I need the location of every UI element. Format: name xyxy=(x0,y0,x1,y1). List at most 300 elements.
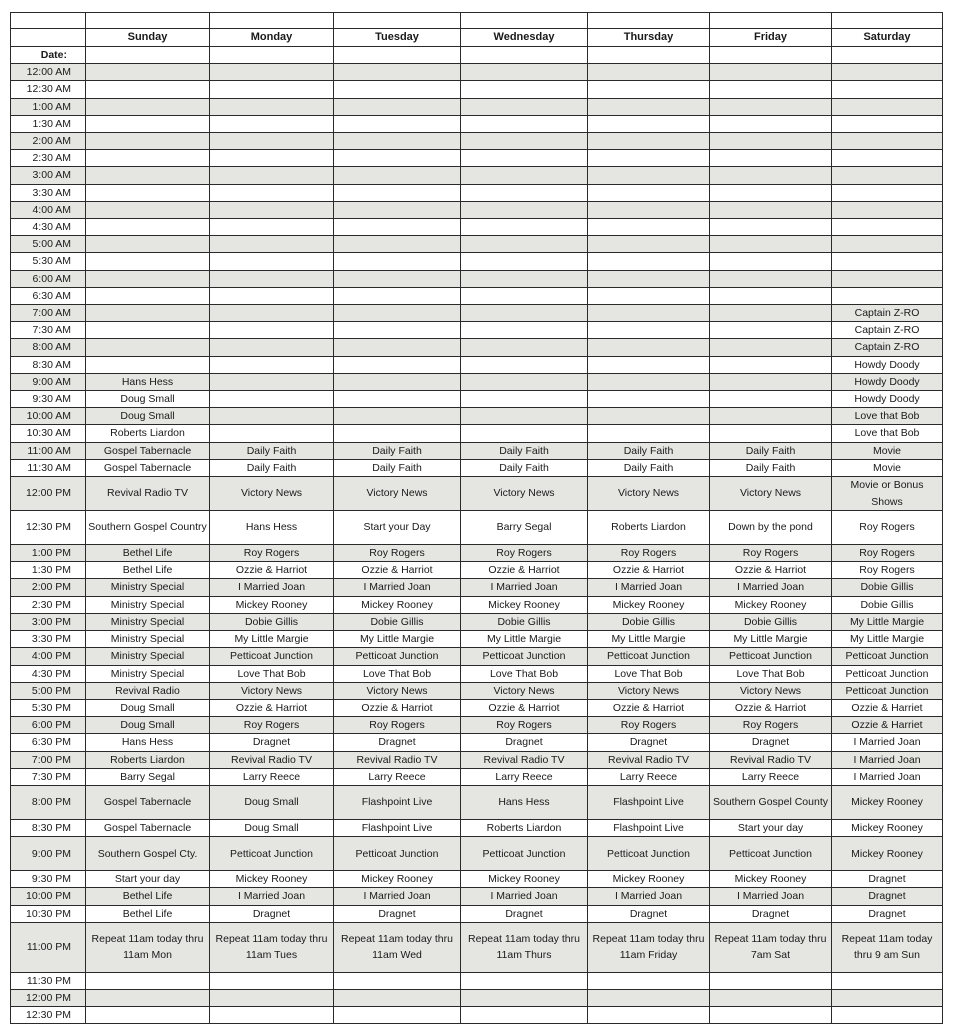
program-cell: I Married Joan xyxy=(210,888,334,905)
time-label: 1:30 PM xyxy=(11,562,86,579)
program-cell: Dobie Gillis xyxy=(832,596,943,613)
program-cell xyxy=(86,133,210,150)
program-cell: Petticoat Junction xyxy=(832,682,943,699)
program-cell xyxy=(334,287,461,304)
time-slot-row xyxy=(11,167,943,184)
program-cell xyxy=(461,373,588,390)
program-cell xyxy=(210,167,334,184)
time-label: 2:00 AM xyxy=(11,133,86,150)
program-cell xyxy=(461,133,588,150)
program-cell: Love That Bob xyxy=(334,665,461,682)
program-cell: Mickey Rooney xyxy=(710,596,832,613)
program-cell: Mickey Rooney xyxy=(461,596,588,613)
program-cell: Howdy Doody xyxy=(832,391,943,408)
program-cell xyxy=(588,287,710,304)
program-cell: Flashpoint Live xyxy=(588,819,710,836)
program-cell xyxy=(334,339,461,356)
time-slot-row xyxy=(11,819,943,836)
program-cell: Start your Day xyxy=(334,511,461,545)
program-cell xyxy=(210,115,334,132)
program-cell: Captain Z-RO xyxy=(832,339,943,356)
program-cell xyxy=(86,356,210,373)
time-slot-row xyxy=(11,236,943,253)
program-cell xyxy=(210,98,334,115)
program-cell xyxy=(588,115,710,132)
program-cell xyxy=(832,167,943,184)
program-cell xyxy=(588,81,710,98)
program-cell: Mickey Rooney xyxy=(210,596,334,613)
program-cell xyxy=(588,391,710,408)
program-cell: Revival Radio TV xyxy=(710,751,832,768)
time-label: 2:30 AM xyxy=(11,150,86,167)
time-label: 12:30 PM xyxy=(11,1007,86,1024)
program-cell xyxy=(832,150,943,167)
time-slot-row xyxy=(11,596,943,613)
program-cell xyxy=(588,972,710,989)
program-cell xyxy=(334,81,461,98)
program-cell: Roberts Liardon xyxy=(86,751,210,768)
program-cell xyxy=(710,253,832,270)
program-cell: Petticoat Junction xyxy=(832,665,943,682)
program-cell: I Married Joan xyxy=(832,751,943,768)
program-cell: Ozzie & Harriot xyxy=(210,562,334,579)
program-cell xyxy=(710,287,832,304)
date-cell xyxy=(461,47,588,64)
program-cell xyxy=(461,219,588,236)
program-cell: Daily Faith xyxy=(710,442,832,459)
program-cell xyxy=(710,305,832,322)
date-cell xyxy=(832,47,943,64)
program-cell xyxy=(334,219,461,236)
time-slot-row xyxy=(11,391,943,408)
program-cell: Dobie Gillis xyxy=(588,613,710,630)
program-cell: Repeat 11am today thru 9 am Sun xyxy=(832,922,943,972)
program-cell: Revival Radio TV xyxy=(588,751,710,768)
time-slot-row xyxy=(11,219,943,236)
time-label: 6:30 AM xyxy=(11,287,86,304)
weekly-schedule-table xyxy=(10,12,943,1024)
program-cell: Doug Small xyxy=(86,717,210,734)
program-cell xyxy=(832,236,943,253)
program-cell: Revival Radio TV xyxy=(461,751,588,768)
program-cell: Daily Faith xyxy=(334,459,461,476)
time-slot-row xyxy=(11,682,943,699)
program-cell: Daily Faith xyxy=(588,459,710,476)
program-cell xyxy=(334,167,461,184)
time-label: 6:00 PM xyxy=(11,717,86,734)
program-cell: Gospel Tabernacle xyxy=(86,459,210,476)
time-slot-row xyxy=(11,888,943,905)
program-cell: Roy Rogers xyxy=(461,717,588,734)
day-header: Tuesday xyxy=(334,29,461,47)
time-slot-row xyxy=(11,115,943,132)
program-cell: Mickey Rooney xyxy=(461,871,588,888)
program-cell: Petticoat Junction xyxy=(334,837,461,871)
time-label: 9:30 PM xyxy=(11,871,86,888)
program-cell xyxy=(461,391,588,408)
time-slot-row xyxy=(11,150,943,167)
program-cell xyxy=(832,98,943,115)
time-label: 12:00 PM xyxy=(11,477,86,511)
program-cell: Repeat 11am today thru 11am Wed xyxy=(334,922,461,972)
program-cell xyxy=(334,133,461,150)
program-cell xyxy=(210,64,334,81)
time-slot-row xyxy=(11,270,943,287)
program-cell: Petticoat Junction xyxy=(461,648,588,665)
program-cell: Repeat 11am today thru 7am Sat xyxy=(710,922,832,972)
program-cell xyxy=(710,64,832,81)
program-cell xyxy=(334,236,461,253)
program-cell: Petticoat Junction xyxy=(710,648,832,665)
program-cell: I Married Joan xyxy=(832,734,943,751)
program-cell: I Married Joan xyxy=(588,888,710,905)
program-cell xyxy=(334,270,461,287)
program-cell xyxy=(832,287,943,304)
program-cell: Hans Hess xyxy=(86,373,210,390)
program-cell xyxy=(210,408,334,425)
time-slot-row xyxy=(11,442,943,459)
program-cell: Larry Reece xyxy=(210,768,334,785)
program-cell xyxy=(461,322,588,339)
program-cell: I Married Joan xyxy=(461,579,588,596)
program-cell: Hans Hess xyxy=(210,511,334,545)
time-label: 7:30 PM xyxy=(11,768,86,785)
program-cell: Roy Rogers xyxy=(588,717,710,734)
program-cell xyxy=(210,150,334,167)
program-cell: Dragnet xyxy=(710,905,832,922)
program-cell: Dobie Gillis xyxy=(832,579,943,596)
program-cell: I Married Joan xyxy=(588,579,710,596)
program-cell: Ministry Special xyxy=(86,613,210,630)
time-label: 4:30 PM xyxy=(11,665,86,682)
day-header: Thursday xyxy=(588,29,710,47)
program-cell xyxy=(210,184,334,201)
program-cell xyxy=(334,408,461,425)
time-label: 12:30 PM xyxy=(11,511,86,545)
program-cell xyxy=(710,115,832,132)
program-cell: Doug Small xyxy=(210,785,334,819)
program-cell: Roy Rogers xyxy=(588,545,710,562)
time-label: 11:00 AM xyxy=(11,442,86,459)
program-cell xyxy=(86,81,210,98)
time-slot-row xyxy=(11,785,943,819)
program-cell xyxy=(832,253,943,270)
time-slot-row xyxy=(11,905,943,922)
program-cell xyxy=(832,81,943,98)
program-cell xyxy=(210,201,334,218)
time-label: 4:00 PM xyxy=(11,648,86,665)
day-header: Friday xyxy=(710,29,832,47)
program-cell: Gospel Tabernacle xyxy=(86,785,210,819)
program-cell: Larry Reece xyxy=(461,768,588,785)
program-cell: My Little Margie xyxy=(832,631,943,648)
program-cell xyxy=(86,270,210,287)
program-cell: Ministry Special xyxy=(86,596,210,613)
time-slot-row xyxy=(11,972,943,989)
program-cell: Victory News xyxy=(461,682,588,699)
program-cell: Dragnet xyxy=(588,734,710,751)
program-cell: Revival Radio TV xyxy=(210,751,334,768)
program-cell: I Married Joan xyxy=(334,579,461,596)
program-cell xyxy=(86,253,210,270)
time-label: 11:00 PM xyxy=(11,922,86,972)
program-cell xyxy=(461,81,588,98)
program-cell: Bethel Life xyxy=(86,562,210,579)
program-cell: Down by the pond xyxy=(710,511,832,545)
program-cell: Mickey Rooney xyxy=(588,871,710,888)
program-cell: Mickey Rooney xyxy=(334,596,461,613)
program-cell: Ozzie & Harriot xyxy=(710,699,832,716)
program-cell: Howdy Doody xyxy=(832,356,943,373)
program-cell xyxy=(832,219,943,236)
program-cell: Mickey Rooney xyxy=(588,596,710,613)
program-cell: Larry Reece xyxy=(334,768,461,785)
program-cell xyxy=(210,219,334,236)
program-cell: Doug Small xyxy=(86,408,210,425)
time-slot-row xyxy=(11,922,943,972)
date-label: Date: xyxy=(11,47,86,64)
time-label: 3:00 PM xyxy=(11,613,86,630)
program-cell: Daily Faith xyxy=(461,459,588,476)
program-cell xyxy=(210,989,334,1006)
program-cell: Roy Rogers xyxy=(832,511,943,545)
program-cell xyxy=(710,339,832,356)
program-cell xyxy=(334,972,461,989)
program-cell xyxy=(461,408,588,425)
corner-cell xyxy=(11,29,86,47)
program-cell xyxy=(588,322,710,339)
time-label: 5:30 AM xyxy=(11,253,86,270)
time-label: 9:00 PM xyxy=(11,837,86,871)
time-slot-row xyxy=(11,579,943,596)
date-cell xyxy=(710,47,832,64)
program-cell xyxy=(461,305,588,322)
program-cell: Flashpoint Live xyxy=(334,785,461,819)
program-cell: Roy Rogers xyxy=(832,545,943,562)
program-cell: Gospel Tabernacle xyxy=(86,819,210,836)
time-slot-row xyxy=(11,253,943,270)
program-cell xyxy=(86,305,210,322)
program-cell: Love That Bob xyxy=(210,665,334,682)
time-label: 4:30 AM xyxy=(11,219,86,236)
program-cell xyxy=(461,356,588,373)
blank-cell xyxy=(588,13,710,29)
program-cell: Dragnet xyxy=(334,734,461,751)
program-cell xyxy=(86,184,210,201)
program-cell: Ozzie & Harriot xyxy=(210,699,334,716)
time-label: 9:30 AM xyxy=(11,391,86,408)
program-cell: Revival Radio TV xyxy=(86,477,210,511)
program-cell: Roberts Liardon xyxy=(461,819,588,836)
program-cell: Mickey Rooney xyxy=(832,785,943,819)
program-cell: Victory News xyxy=(461,477,588,511)
time-slot-row xyxy=(11,287,943,304)
program-cell xyxy=(588,133,710,150)
program-cell xyxy=(710,373,832,390)
program-cell: Petticoat Junction xyxy=(210,648,334,665)
program-cell xyxy=(832,133,943,150)
time-slot-row xyxy=(11,699,943,716)
program-cell: Movie xyxy=(832,459,943,476)
program-cell: Petticoat Junction xyxy=(710,837,832,871)
program-cell xyxy=(710,150,832,167)
program-cell xyxy=(588,98,710,115)
time-slot-row xyxy=(11,184,943,201)
program-cell xyxy=(832,1007,943,1024)
time-label: 1:00 PM xyxy=(11,545,86,562)
program-cell: Petticoat Junction xyxy=(588,648,710,665)
program-cell: Love That Bob xyxy=(588,665,710,682)
day-header-row xyxy=(11,29,943,47)
program-cell xyxy=(334,115,461,132)
program-cell: Larry Reece xyxy=(588,768,710,785)
blank-cell xyxy=(210,13,334,29)
time-slot-row xyxy=(11,459,943,476)
program-cell xyxy=(334,305,461,322)
date-cell xyxy=(334,47,461,64)
schedule-sheet xyxy=(10,12,943,1024)
time-slot-row xyxy=(11,1007,943,1024)
program-cell xyxy=(461,150,588,167)
program-cell xyxy=(461,270,588,287)
program-cell: Roy Rogers xyxy=(710,545,832,562)
program-cell xyxy=(832,989,943,1006)
time-label: 5:00 PM xyxy=(11,682,86,699)
program-cell xyxy=(86,219,210,236)
program-cell: Bethel Life xyxy=(86,888,210,905)
program-cell: Dobie Gillis xyxy=(710,613,832,630)
day-header: Sunday xyxy=(86,29,210,47)
program-cell: Repeat 11am today thru 11am Thurs xyxy=(461,922,588,972)
blank-cell xyxy=(86,13,210,29)
time-label: 10:00 PM xyxy=(11,888,86,905)
program-cell xyxy=(588,305,710,322)
program-cell: Daily Faith xyxy=(334,442,461,459)
program-cell: Doug Small xyxy=(86,699,210,716)
program-cell xyxy=(588,236,710,253)
program-cell: Repeat 11am today thru 11am Tues xyxy=(210,922,334,972)
time-slot-row xyxy=(11,837,943,871)
time-slot-row xyxy=(11,305,943,322)
program-cell: Ministry Special xyxy=(86,648,210,665)
program-cell xyxy=(588,270,710,287)
program-cell xyxy=(461,253,588,270)
program-cell xyxy=(710,972,832,989)
program-cell xyxy=(461,989,588,1006)
time-label: 8:00 AM xyxy=(11,339,86,356)
program-cell: Roberts Liardon xyxy=(86,425,210,442)
program-cell: Captain Z-RO xyxy=(832,322,943,339)
program-cell: Roy Rogers xyxy=(461,545,588,562)
program-cell: Petticoat Junction xyxy=(334,648,461,665)
program-cell xyxy=(710,167,832,184)
program-cell: Mickey Rooney xyxy=(210,871,334,888)
program-cell: Victory News xyxy=(210,477,334,511)
time-label: 7:30 AM xyxy=(11,322,86,339)
program-cell xyxy=(461,1007,588,1024)
day-header: Saturday xyxy=(832,29,943,47)
program-cell xyxy=(334,98,461,115)
program-cell xyxy=(461,201,588,218)
date-cell xyxy=(210,47,334,64)
program-cell xyxy=(334,64,461,81)
program-cell: Ozzie & Harriot xyxy=(334,699,461,716)
time-label: 10:30 AM xyxy=(11,425,86,442)
program-cell xyxy=(710,133,832,150)
program-cell xyxy=(461,425,588,442)
program-cell: My Little Margie xyxy=(210,631,334,648)
time-slot-row xyxy=(11,613,943,630)
program-cell xyxy=(86,167,210,184)
program-cell xyxy=(334,201,461,218)
program-cell: Roy Rogers xyxy=(832,562,943,579)
program-cell: Dragnet xyxy=(588,905,710,922)
time-slot-row xyxy=(11,665,943,682)
program-cell: Repeat 11am today thru 11am Friday xyxy=(588,922,710,972)
program-cell xyxy=(710,184,832,201)
program-cell xyxy=(210,356,334,373)
program-cell xyxy=(86,98,210,115)
program-cell: Revival Radio xyxy=(86,682,210,699)
program-cell: Love that Bob xyxy=(832,408,943,425)
blank-cell xyxy=(832,13,943,29)
program-cell: Petticoat Junction xyxy=(832,648,943,665)
time-slot-row xyxy=(11,64,943,81)
program-cell: Southern Gospel Cty. xyxy=(86,837,210,871)
program-cell: Dragnet xyxy=(210,905,334,922)
program-cell: Victory News xyxy=(588,682,710,699)
program-cell xyxy=(334,322,461,339)
program-cell: Start your day xyxy=(86,871,210,888)
program-cell xyxy=(210,236,334,253)
program-cell: Ministry Special xyxy=(86,631,210,648)
time-slot-row xyxy=(11,408,943,425)
program-cell: Repeat 11am today thru 11am Mon xyxy=(86,922,210,972)
program-cell xyxy=(588,253,710,270)
program-cell: Ministry Special xyxy=(86,579,210,596)
time-label: 6:30 PM xyxy=(11,734,86,751)
time-slot-row xyxy=(11,477,943,511)
program-cell: Love That Bob xyxy=(461,665,588,682)
program-cell xyxy=(334,150,461,167)
program-cell: I Married Joan xyxy=(710,888,832,905)
program-cell xyxy=(86,989,210,1006)
program-cell xyxy=(588,201,710,218)
time-slot-row xyxy=(11,98,943,115)
time-slot-row xyxy=(11,425,943,442)
program-cell xyxy=(832,201,943,218)
program-cell: Dragnet xyxy=(832,888,943,905)
program-cell: Daily Faith xyxy=(210,459,334,476)
program-cell: Roberts Liardon xyxy=(588,511,710,545)
program-cell: Victory News xyxy=(210,682,334,699)
program-cell xyxy=(832,184,943,201)
program-cell: Dragnet xyxy=(461,734,588,751)
time-label: 10:00 AM xyxy=(11,408,86,425)
program-cell xyxy=(334,373,461,390)
program-cell xyxy=(710,98,832,115)
program-cell: Movie xyxy=(832,442,943,459)
program-cell: Dobie Gillis xyxy=(210,613,334,630)
program-cell xyxy=(710,989,832,1006)
program-cell: Victory News xyxy=(588,477,710,511)
program-cell xyxy=(334,989,461,1006)
program-cell: Movie or Bonus Shows xyxy=(832,477,943,511)
program-cell xyxy=(710,236,832,253)
program-cell: Doug Small xyxy=(210,819,334,836)
program-cell: I Married Joan xyxy=(710,579,832,596)
program-cell xyxy=(86,201,210,218)
